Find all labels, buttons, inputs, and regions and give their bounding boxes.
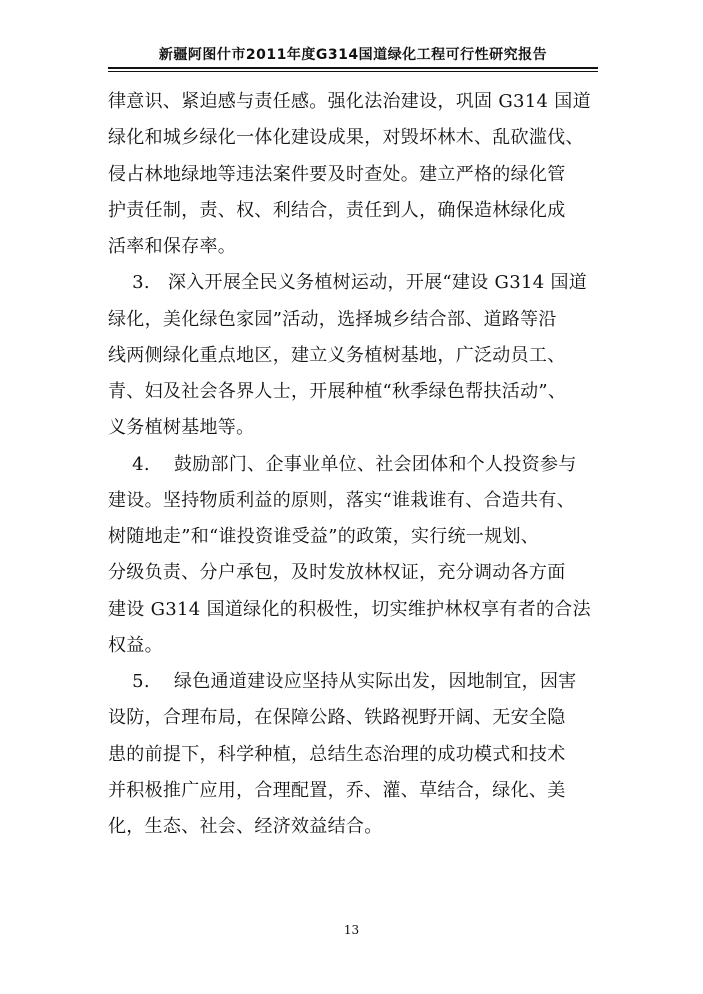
text-line: 护责任制，责、权、利结合，责任到人，确保造林绿化成 bbox=[108, 199, 566, 221]
text-line: 绿化，美化绿色家园”活动，选择城乡结合部、道路等沿 bbox=[108, 308, 557, 330]
text-line: 设防，合理布局，在保障公路、铁路视野开阔、无安全隐 bbox=[108, 707, 566, 729]
text-line: 义务植树基地等。 bbox=[108, 417, 255, 439]
text-line: 并积极推广应用，合理配置，乔、灌、草结合，绿化、美 bbox=[108, 779, 566, 801]
header-rule-thick bbox=[108, 67, 598, 69]
text-line: 青、妇及社会各界人士，开展种植“秋季绿色帮扶活动”、 bbox=[108, 381, 567, 402]
text-line: 4. 鼓励部门、企事业单位、社会团体和个人投资参与 bbox=[108, 453, 577, 475]
text-line: 树随地走”和“谁投资谁受益”的政策，实行统一规划、 bbox=[108, 526, 540, 547]
header-rule-thin bbox=[108, 71, 598, 72]
text-line: 律意识、紧迫感与责任感。强化法治建设，巩固 G314 国道 bbox=[108, 91, 591, 112]
page-header: 新疆阿图什市2011年度G314国道绿化工程可行性研究报告 bbox=[158, 47, 548, 63]
text-line: 5. 绿色通道建设应坚持从实际出发，因地制宜，因害 bbox=[108, 671, 577, 692]
text-line: 线两侧绿化重点地区，建立义务植树基地，广泛动员工、 bbox=[108, 344, 566, 366]
text-line: 建设。坚持物质利益的原则，落实“谁栽谁有、合造共有、 bbox=[108, 489, 575, 511]
text-line: 建设 G314 国道绿化的积极性，切实维护林权享有者的合法 bbox=[108, 598, 591, 620]
text-line: 分级负责、分户承包，及时发放林权证，充分调动各方面 bbox=[108, 562, 566, 584]
text-line: 3. 深入开展全民义务植树运动，开展“建设 G314 国道 bbox=[108, 272, 588, 294]
text-line: 权益。 bbox=[108, 634, 163, 656]
text-line: 侵占林地绿地等违法案件要及时查处。建立严格的绿化管 bbox=[108, 163, 566, 185]
text-line: 绿化和城乡绿化一体化建设成果，对毁坏林木、乱砍滥伐、 bbox=[108, 127, 584, 149]
text-line: 活率和保存率。 bbox=[108, 236, 237, 257]
body-text bbox=[108, 84, 608, 845]
text-line: 化，生态、社会、经济效益结合。 bbox=[108, 816, 383, 837]
page-number: 13 bbox=[343, 923, 360, 937]
text-line: 患的前提下，科学种植，总结生态治理的成功模式和技术 bbox=[108, 743, 566, 765]
